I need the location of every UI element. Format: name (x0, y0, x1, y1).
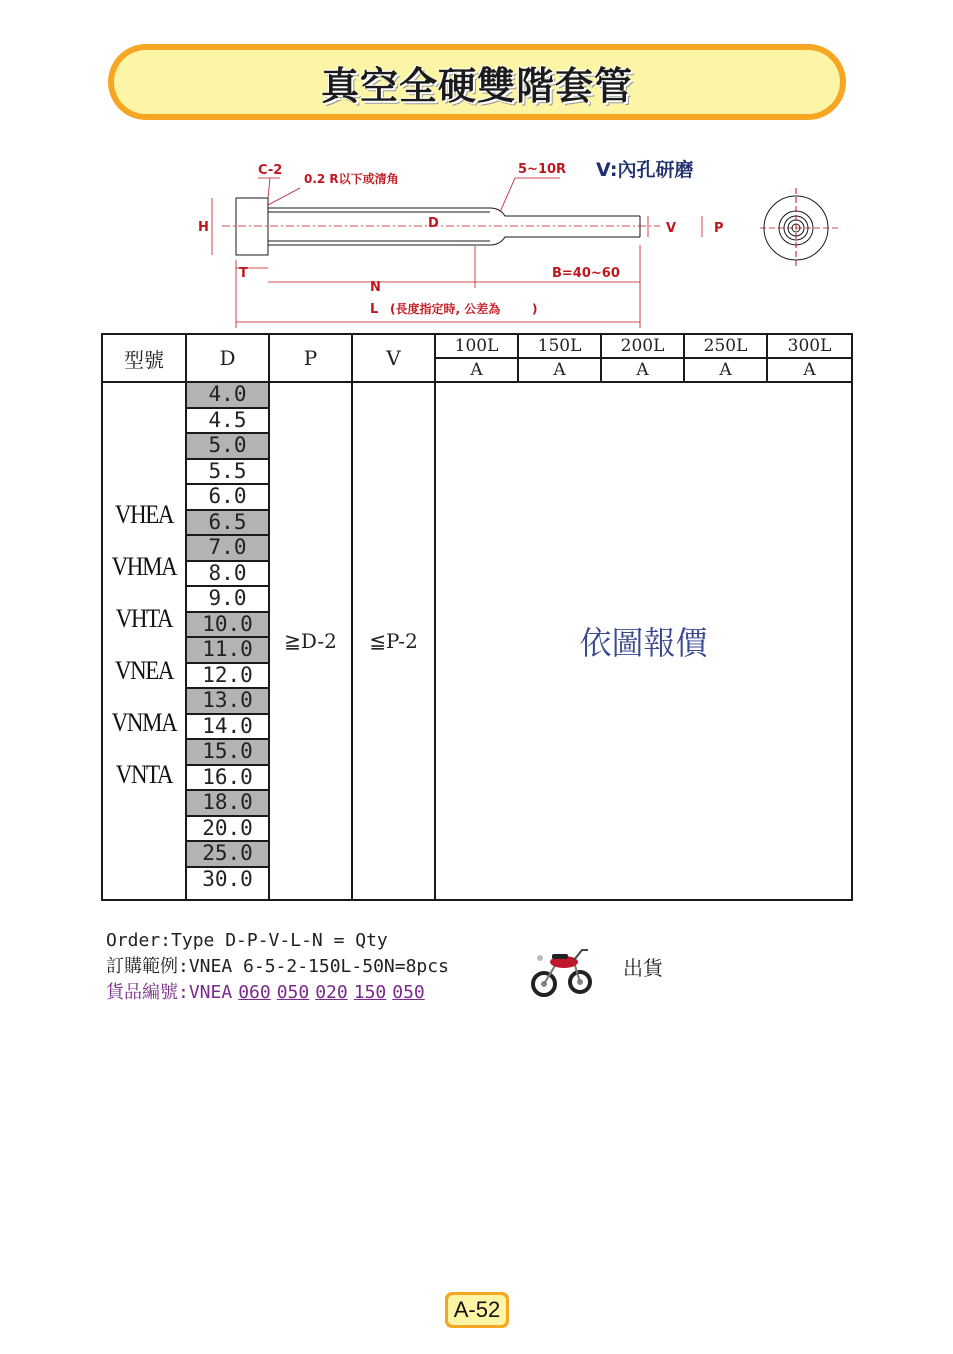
motorcycle-icon (530, 938, 594, 1000)
type-code: VHMA (111, 552, 177, 581)
d-value: 10.0 (187, 613, 268, 639)
header-p: P (269, 334, 352, 382)
header-type: 型號 (102, 334, 186, 382)
technical-drawing (0, 150, 953, 340)
p-label: P (714, 221, 724, 236)
header-length-sub: A (767, 358, 852, 382)
l-label: L (370, 302, 379, 317)
title-banner-inner (114, 50, 840, 114)
header-length: 200L (601, 334, 684, 358)
v-note: V:內孔研磨 (596, 159, 694, 181)
header-length: 250L (684, 334, 767, 358)
order-info (106, 928, 449, 1006)
type-code: VHEA (114, 500, 174, 529)
d-label: D (428, 216, 439, 231)
d-value: 6.5 (187, 511, 268, 537)
l-note-end: ) (532, 302, 538, 316)
n-label: N (370, 280, 381, 295)
header-length: 300L (767, 334, 852, 358)
d-value: 18.0 (187, 791, 268, 817)
b-label: B=40~60 (552, 266, 620, 281)
head-outline (236, 198, 268, 255)
item-code-part: 050 (276, 982, 310, 1003)
header-d: D (186, 334, 269, 382)
type-code-list (103, 492, 185, 790)
d-value: 14.0 (187, 715, 268, 741)
h-label: H (198, 220, 209, 235)
d-value: 13.0 (187, 689, 268, 715)
header-length-sub: A (518, 358, 601, 382)
type-codes-cell (102, 382, 186, 900)
item-code-part: 060 (238, 982, 271, 1003)
header-length: 150L (518, 334, 601, 358)
d-value: 12.0 (187, 664, 268, 690)
order-example: 訂購範例:VNEA 6-5-2-150L-50N=8pcs (106, 956, 449, 977)
type-code: VNEA (114, 656, 174, 685)
p-value: ≧D-2 (269, 382, 352, 900)
item-code-part: 150 (353, 982, 387, 1003)
d-values-cell (186, 382, 269, 900)
d-value: 5.5 (187, 460, 268, 486)
type-code: VNTA (115, 760, 173, 789)
shipping-label: 出貨 (623, 956, 663, 980)
header-length-sub: A (601, 358, 684, 382)
type-code: VHTA (115, 604, 173, 633)
l-note: (長度指定時, 公差為 (390, 302, 501, 316)
d-value: 25.0 (187, 842, 268, 868)
page-number: A-52 (448, 1295, 506, 1325)
d-value: 16.0 (187, 766, 268, 792)
title-banner (108, 44, 846, 120)
d-value: 6.0 (187, 485, 268, 511)
type-code: VNMA (111, 708, 177, 737)
radius-label: 5~10R (518, 162, 567, 177)
header-length: 100L (435, 334, 518, 358)
header-v: V (352, 334, 435, 382)
header-length-sub: A (684, 358, 767, 382)
t-label: T (239, 266, 248, 281)
d-value: 30.0 (202, 866, 253, 891)
corner-note: 0.2 R以下或清角 (304, 172, 399, 186)
header-length-sub: A (435, 358, 518, 382)
item-code-part: 050 (392, 982, 425, 1003)
page-title: 真空全硬雙階套管 (320, 63, 633, 108)
d-value: 5.0 (187, 434, 268, 460)
v-label: V (666, 221, 677, 236)
d-value: 11.0 (187, 638, 268, 664)
item-code-label: 貨品編號:VNEA (106, 982, 233, 1003)
d-value: 8.0 (187, 562, 268, 588)
d-value: 4.0 (187, 383, 268, 409)
item-code-line (106, 980, 449, 1006)
item-code-part: 020 (315, 982, 348, 1003)
d-value-list (187, 383, 268, 891)
d-value: 4.5 (187, 409, 268, 435)
c2-label: C-2 (258, 163, 283, 178)
d-value: 15.0 (187, 740, 268, 766)
page-number-badge (445, 1292, 509, 1328)
price-note: 依圖報價 (579, 624, 708, 662)
order-format: Order:Type D-P-V-L-N = Qty (106, 930, 388, 951)
v-value: ≦P-2 (352, 382, 435, 900)
d-value: 20.0 (187, 817, 268, 843)
d-value: 9.0 (187, 587, 268, 613)
d-value: 7.0 (187, 536, 268, 562)
price-cell (435, 382, 852, 900)
spec-table (101, 333, 853, 901)
